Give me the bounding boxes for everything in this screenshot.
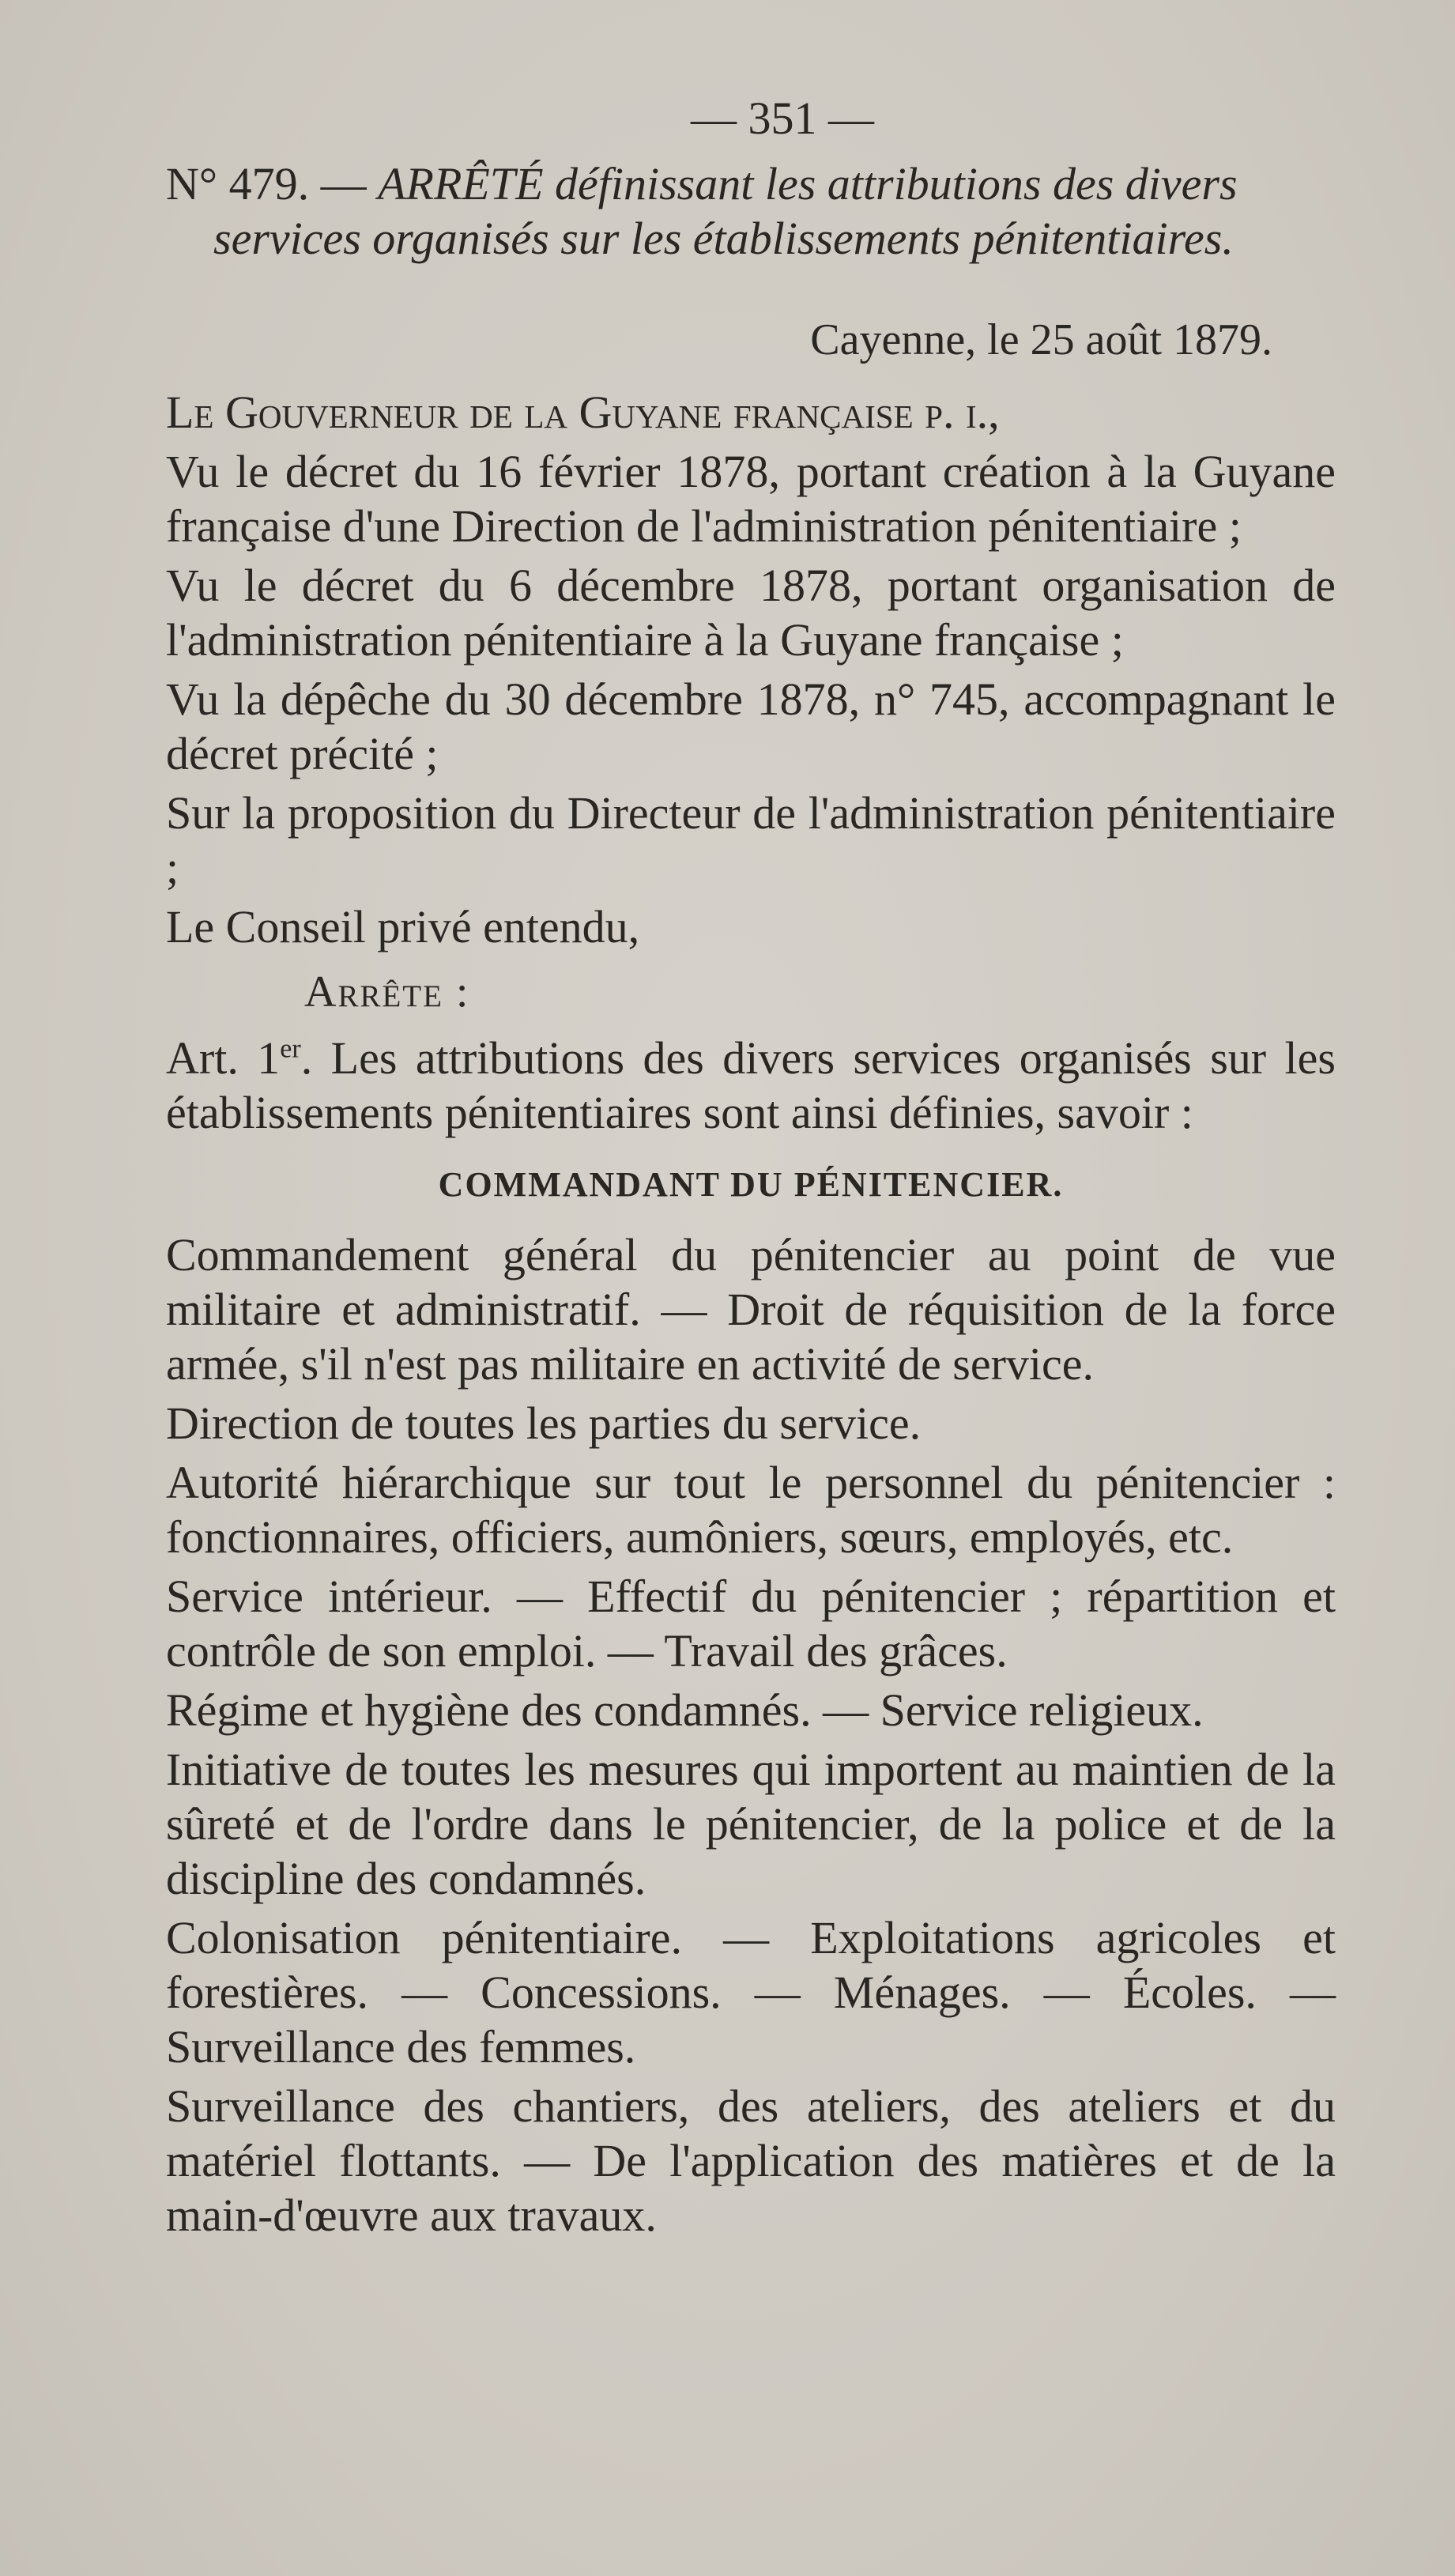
decree-heading [166,157,1336,211]
attribution-item: Régime et hygiène des condamnés. — Service religieux. [166,1684,1204,1736]
page-number: — 351 — [691,92,874,144]
attribution-item: Autorité hiérarchique sur tout le personnel du pénitencier : fonctionnaires, officiers, aumôniers, sœurs, employés, etc. [166,1457,1336,1563]
arrete-heading: Arrête : [304,967,470,1016]
text-block [166,87,1336,2247]
attribution-item: Direction de toutes les parties du service. [166,1397,922,1449]
considerant-3: Vu la dépêche du 30 décembre 1878, n° 745, accompagnant le décret précité ; [166,673,1336,779]
considerant-4: Sur la proposition du Directeur de l'administration pénitentiaire ; [166,787,1336,893]
considerants [166,444,1336,954]
decree-number: N° 479. — [166,158,367,209]
article-1-label: Art. 1 [166,1032,281,1084]
attribution-item: Commandement général du pénitencier au point de vue militaire et administratif. — Droit de réquisition de la force armée, s'il n'est pas militaire en activité de service. [166,1229,1336,1390]
decree-title-continued: services organisés sur les établissements pénitentiaires. [213,213,1234,264]
considerant-5: Le Conseil privé entendu, [166,901,640,952]
attribution-item: Service intérieur. — Effectif du pénitencier ; répartition et contrôle de son emploi. — Travail des grâces. [166,1571,1336,1676]
attributions-list [166,1228,1336,2242]
attribution-item: Colonisation pénitentiaire. — Exploitations agricoles et forestières. — Concessions. — Ménages. — Écoles. — Surveillance des femmes. [166,1912,1336,2072]
attribution-item: Surveillance des chantiers, des ateliers, des ateliers et du matériel flottants. — De l'application des matières et de la main-d'œuvre aux travaux. [166,2080,1336,2241]
governor-line: Le Gouverneur de la Guyane française p. i., [166,387,1000,438]
decree-title: ARRÊTÉ définissant les attributions des divers [378,158,1238,209]
attribution-item: Initiative de toutes les mesures qui importent au maintien de la sûreté et de l'ordre dans le pénitencier, de la police et de la discipline des condamnés. [166,1744,1336,1904]
article-1-sup: er [280,1034,301,1064]
article-1 [166,1031,1336,1140]
considerant-1: Vu le décret du 16 février 1878, portant création à la Guyane française d'une Direction de l'administration pénitentiaire ; [166,446,1336,552]
considerant-2: Vu le décret du 6 décembre 1878, portant organisation de l'administration pénitentiaire à la Guyane française ; [166,560,1336,666]
article-1-text: . Les attributions des divers services organisés sur les établissements pénitentiaires sont ainsi définies, savoir : [166,1032,1336,1138]
section-title: COMMANDANT DU PÉNITENCIER. [438,1165,1064,1204]
place-date: Cayenne, le 25 août 1879. [810,315,1272,364]
